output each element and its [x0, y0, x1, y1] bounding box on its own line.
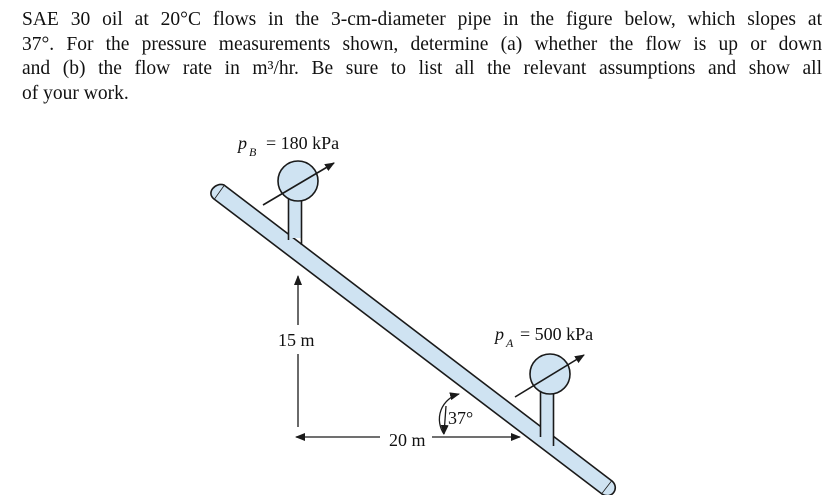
problem-line-2: 37°. For the pressure measurements shown, determine (a) whether the flow is up or down	[22, 33, 822, 55]
problem-line-3: and (b) the flow rate in m³/hr. Be sure to list all the relevant assumptions and show all	[22, 58, 822, 79]
run-label: 20 m	[389, 430, 426, 450]
pA-subscript: A	[506, 336, 514, 350]
pB-subscript: B	[249, 145, 257, 159]
angle-label: 37°	[448, 408, 474, 428]
angle-marker	[439, 394, 473, 434]
pA-value: = 500 kPa	[520, 324, 594, 344]
run-dimension	[296, 430, 520, 450]
height-dimension	[278, 276, 315, 427]
pA-symbol: p	[495, 324, 504, 344]
pB-symbol: p	[238, 133, 247, 153]
height-label: 15 m	[278, 330, 315, 350]
pB-value: = 180 kPa	[266, 133, 340, 153]
problem-line-1: SAE 30 oil at 20°C flows in the 3-cm-diameter pipe in the figure below, which slopes at	[22, 9, 822, 30]
problem-line-4: of your work.	[22, 82, 129, 104]
pressure-label-a	[493, 324, 593, 350]
pressure-label-b	[236, 133, 339, 159]
